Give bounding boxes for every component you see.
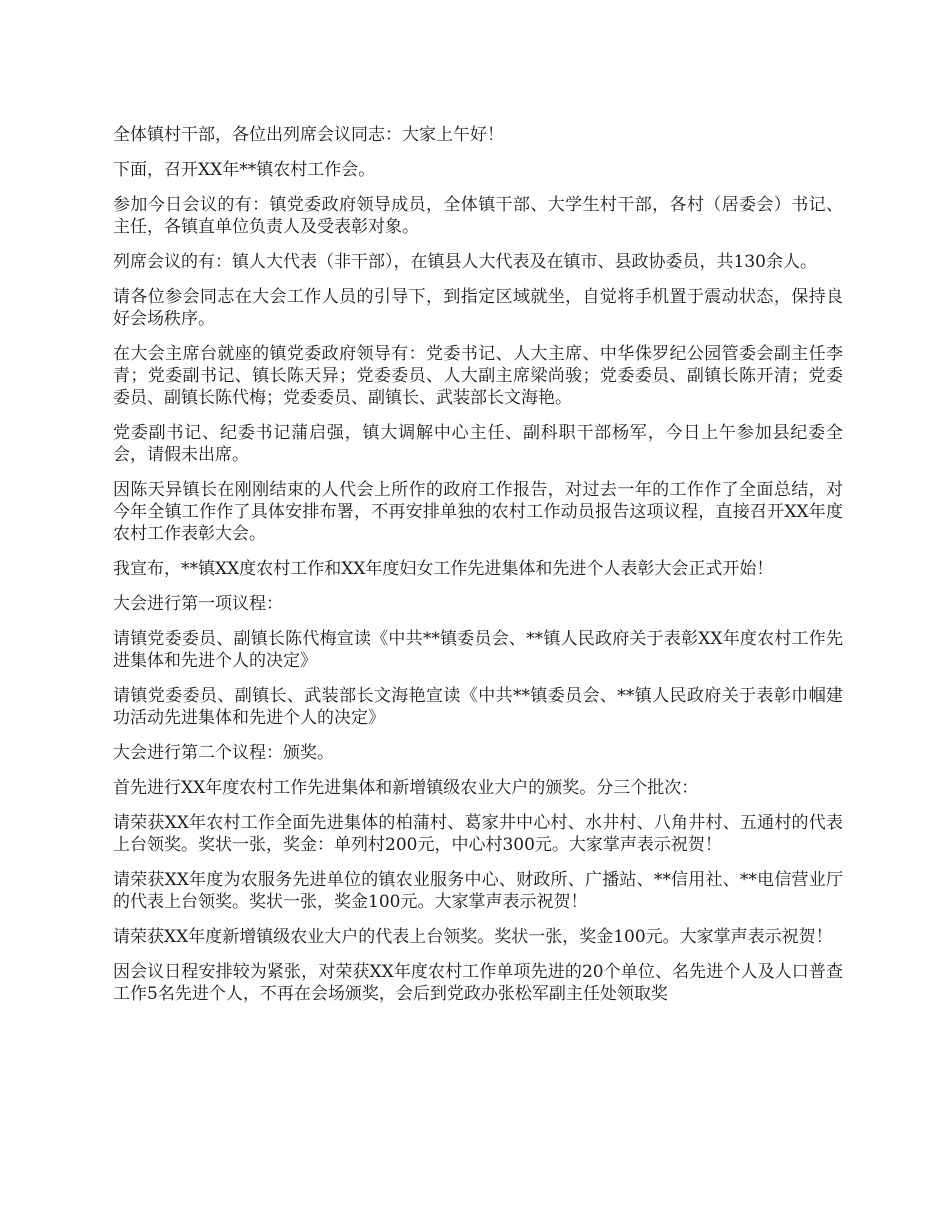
paragraph-greeting: 全体镇村干部，各位出列席会议同志：大家上午好！ <box>113 125 504 145</box>
paragraph-opening: 下面，召开XX年**镇农村工作会。 <box>113 160 376 180</box>
paragraph-declaration: 我宣布，**镇XX度农村工作和XX年度妇女工作先进集体和先进个人表彰大会正式开始！ <box>113 559 774 579</box>
paragraph-award-batch-1: 请荣获XX年农村工作全面先进集体的柏蒲村、葛家井中心村、水井村、八角井村、五通村的代表上台领奖。奖状一张，奖金：单列村200元，中心村300元。大家掌声表示祝贺！ <box>113 813 843 855</box>
paragraph-seating-instructions: 请各位参会同志在大会工作人员的引导下，到指定区域就坐，自觉将手机置于震动状态，保持良好会场秩序。 <box>113 287 843 329</box>
paragraph-agenda-item-1: 大会进行第一项议程： <box>113 594 283 614</box>
paragraph-decision-reading-1: 请镇党委委员、副镇长陈代梅宣读《中共**镇委员会、**镇人民政府关于表彰XX年度农村工作先进集体和先进个人的决定》 <box>113 629 843 671</box>
paragraph-award-batch-3: 请荣获XX年度新增镇级农业大户的代表上台领奖。奖状一张，奖金100元。大家掌声表示祝贺！ <box>113 927 833 947</box>
paragraph-observers: 列席会议的有：镇人大代表（非干部），在镇县人大代表及在镇市、县政协委员，共130余人。 <box>113 252 817 272</box>
paragraph-award-batch-2: 请荣获XX年度为农服务先进单位的镇农业服务中心、财政所、广播站、**信用社、**电信营业厅的代表上台领奖。奖状一张，奖金100元。大家掌声表示祝贺！ <box>113 870 843 912</box>
paragraph-award-intro: 首先进行XX年度农村工作先进集体和新增镇级农业大户的颁奖。分三个批次： <box>113 778 699 798</box>
paragraph-attendees: 参加今日会议的有：镇党委政府领导成员，全体镇干部、大学生村干部，各村（居委会）书记、主任，各镇直单位负责人及受表彰对象。 <box>113 195 843 237</box>
paragraph-absences: 党委副书记、纪委书记蒲启强，镇大调解中心主任、副科职干部杨军，今日上午参加县纪委全会，请假未出席。 <box>113 423 843 465</box>
paragraph-agenda-item-2: 大会进行第二个议程：颁奖。 <box>113 743 334 763</box>
paragraph-agenda-note: 因陈天异镇长在刚刚结束的人代会上所作的政府工作报告，对过去一年的工作作了全面总结，对今年全镇工作作了具体安排布署，不再安排单独的农村工作动员报告这项议程，直接召开XX年度农村工作表彰大会。 <box>113 480 843 544</box>
paragraph-decision-reading-2: 请镇党委委员、副镇长、武装部长文海艳宣读《中共**镇委员会、**镇人民政府关于表彰巾帼建功活动先进集体和先进个人的决定》 <box>113 686 843 728</box>
paragraph-rostrum-leaders: 在大会主席台就座的镇党委政府领导有：党委书记、人大主席、中华侏罗纪公园管委会副主任李青；党委副书记、镇长陈天异；党委委员、人大副主席梁尚骏；党委委员、副镇长陈开清；党委委员、副镇长陈代梅；党委委员、副镇长、武装部长文海艳。 <box>113 344 843 408</box>
paragraph-award-closing: 因会议日程安排较为紧张，对荣获XX年度农村工作单项先进的20个单位、名先进个人及人口普查工作5名先进个人，不再在会场颁奖，会后到党政办张松军副主任处领取奖 <box>113 962 843 1004</box>
document-body <box>113 124 843 1018</box>
